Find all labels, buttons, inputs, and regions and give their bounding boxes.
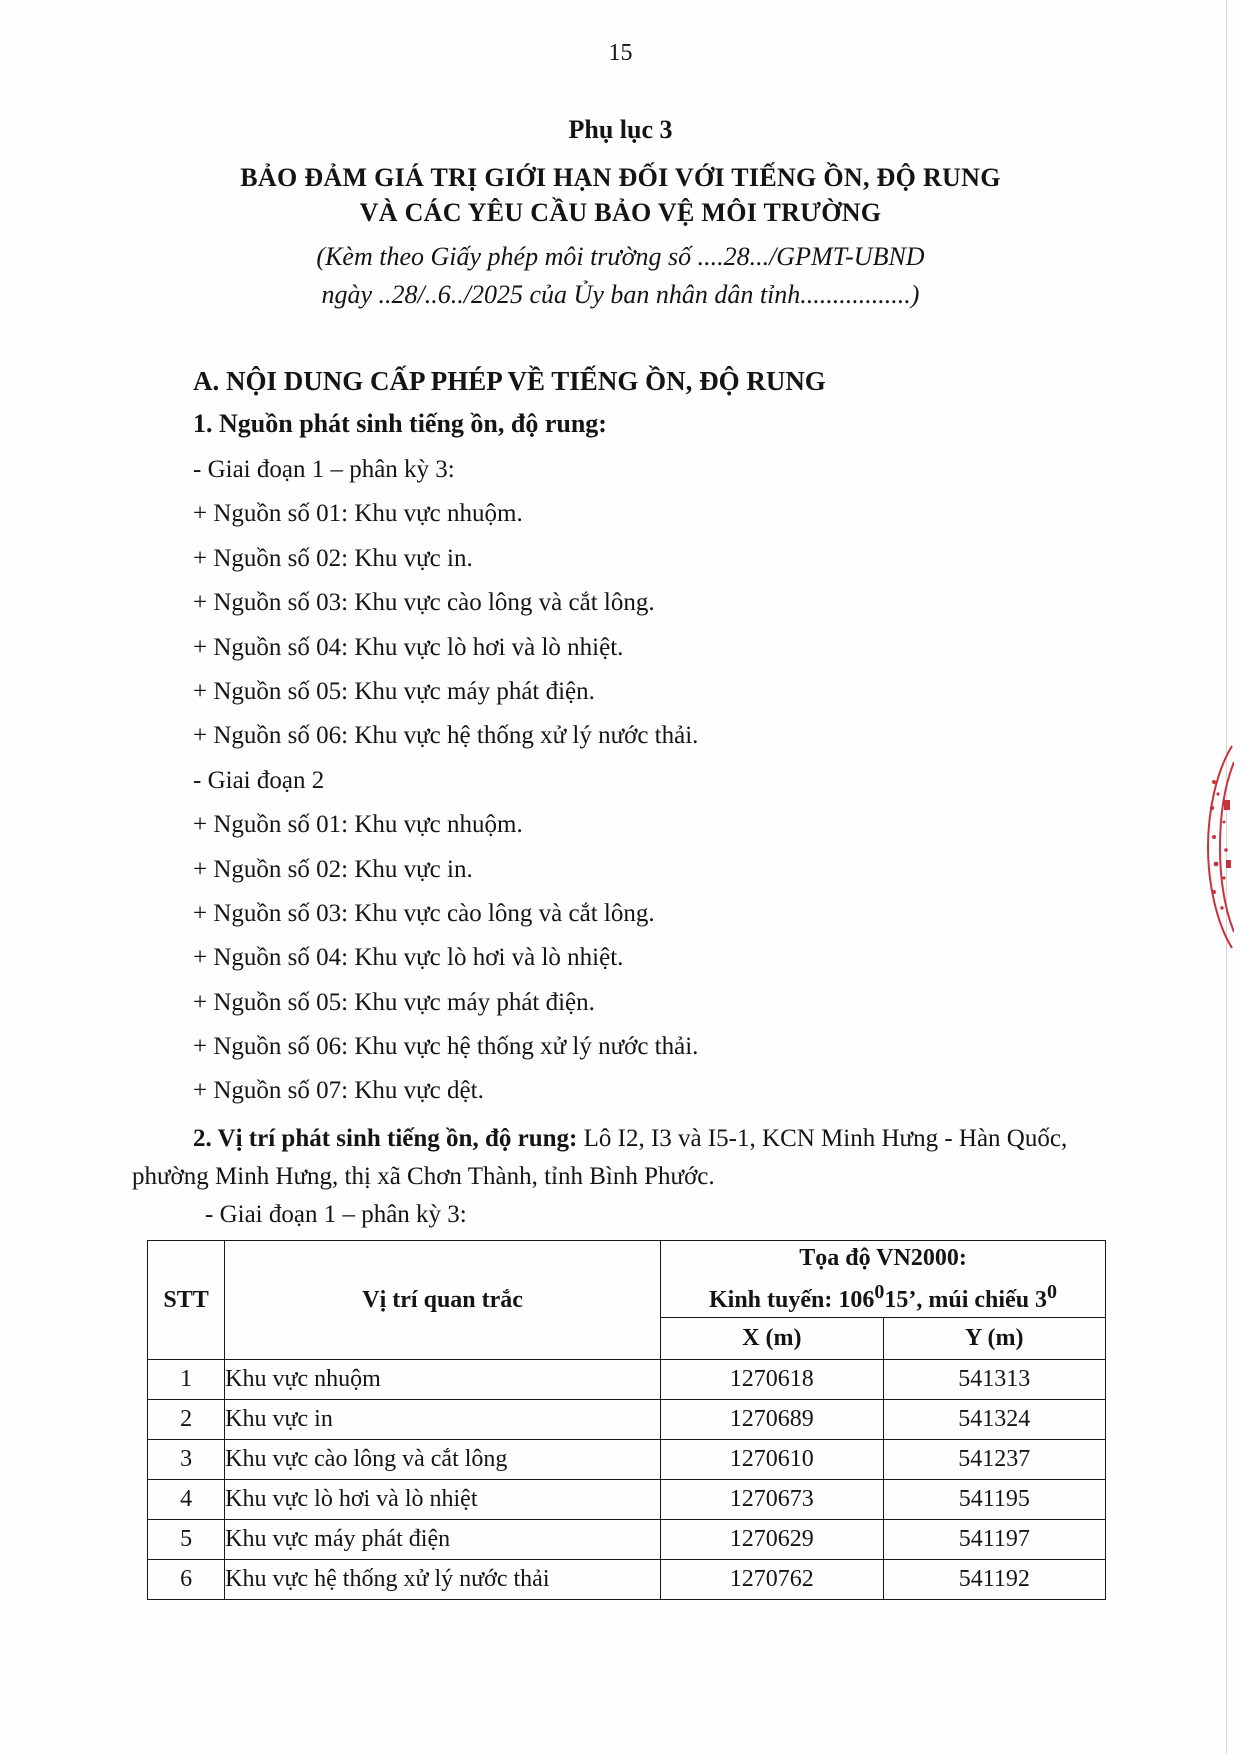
cell-y: 541192 — [883, 1560, 1105, 1600]
list-item: + Nguồn số 07: Khu vực dệt. — [193, 1077, 484, 1105]
table-phase-label: - Giai đoạn 1 – phân kỳ 3: — [205, 1201, 467, 1228]
cell-x: 1270629 — [661, 1520, 883, 1560]
list-item: + Nguồn số 02: Khu vực in. — [193, 855, 473, 883]
list-item: + Nguồn số 06: Khu vực hệ thống xử lý nước thải. — [193, 722, 699, 750]
header-coord-sup-2: 0 — [1047, 1281, 1058, 1303]
section-1-heading: 1. Nguồn phát sinh tiếng ồn, độ rung: — [193, 409, 607, 438]
list-item: + Nguồn số 01: Khu vực nhuộm. — [193, 500, 523, 528]
cell-stt: 5 — [148, 1520, 225, 1560]
title-line-1: BẢO ĐẢM GIÁ TRỊ GIỚI HẠN ĐỐI VỚI TIẾNG ỒN, ĐỘ RUNG — [240, 163, 1001, 192]
cell-x: 1270618 — [661, 1360, 883, 1400]
header-coord-line-1: Tọa độ VN2000: — [799, 1245, 967, 1271]
list-item: + Nguồn số 05: Khu vực máy phát điện. — [193, 677, 595, 705]
section-2-paragraph — [132, 1120, 1117, 1196]
cell-location: Khu vực hệ thống xử lý nước thải — [225, 1560, 661, 1600]
cell-stt: 2 — [148, 1400, 225, 1440]
header-coord-line-2 — [661, 1275, 1105, 1317]
list-item: + Nguồn số 02: Khu vực in. — [193, 544, 473, 572]
section-2-heading: 2. Vị trí phát sinh tiếng ồn, độ rung: — [193, 1125, 578, 1152]
section-a-heading: A. NỘI DUNG CẤP PHÉP VỀ TIẾNG ỒN, ĐỘ RUNG — [193, 366, 826, 396]
header-stt: STT — [148, 1241, 225, 1360]
list-item: + Nguồn số 04: Khu vực lò hơi và lò nhiệt. — [193, 633, 624, 661]
list-item: + Nguồn số 05: Khu vực máy phát điện. — [193, 988, 595, 1016]
table-row — [148, 1480, 1106, 1520]
table-row — [148, 1400, 1106, 1440]
cell-location: Khu vực cào lông và cắt lông — [225, 1440, 661, 1480]
cell-x: 1270689 — [661, 1400, 883, 1440]
coordinates-table — [147, 1240, 1106, 1600]
list-item: + Nguồn số 03: Khu vực cào lông và cắt lông. — [193, 589, 655, 617]
cell-y: 541237 — [883, 1440, 1105, 1480]
header-y: Y (m) — [883, 1318, 1105, 1360]
page-number: 15 — [608, 40, 633, 66]
cell-y: 541197 — [883, 1520, 1105, 1560]
list-item: + Nguồn số 04: Khu vực lò hơi và lò nhiệt. — [193, 944, 624, 972]
cell-location: Khu vực nhuộm — [225, 1360, 661, 1400]
list-item: + Nguồn số 06: Khu vực hệ thống xử lý nước thải. — [193, 1033, 699, 1061]
cell-location: Khu vực máy phát điện — [225, 1520, 661, 1560]
table-row — [148, 1560, 1106, 1600]
seal-stamp-fragment — [1194, 742, 1234, 952]
cell-y: 541195 — [883, 1480, 1105, 1520]
cell-stt: 6 — [148, 1560, 225, 1600]
table-row — [148, 1520, 1106, 1560]
table-row — [148, 1440, 1106, 1480]
cell-x: 1270762 — [661, 1560, 883, 1600]
cell-stt: 4 — [148, 1480, 225, 1520]
list-item: - Giai đoạn 1 – phân kỳ 3: — [193, 456, 455, 483]
noise-sources-list — [193, 455, 698, 1121]
header-x: X (m) — [661, 1318, 883, 1360]
header-coord-sup-1: 0 — [874, 1281, 885, 1303]
appendix-label: Phụ lục 3 — [568, 115, 673, 144]
subtitle-line-1: (Kèm theo Giấy phép môi trường số ....28.../GPMT-UBND — [316, 242, 925, 271]
cell-stt: 1 — [148, 1360, 225, 1400]
header-coord-text-a: Kinh tuyến: 106 — [709, 1287, 875, 1313]
subtitle-line-2: ngày ..28/..6../2025 của Ủy ban nhân dân tỉnh.................) — [321, 280, 920, 309]
header-coord-text-b: 15’, múi chiếu 3 — [884, 1287, 1048, 1313]
list-item: + Nguồn số 01: Khu vực nhuộm. — [193, 811, 523, 839]
list-item: + Nguồn số 03: Khu vực cào lông và cắt lông. — [193, 899, 655, 927]
cell-x: 1270673 — [661, 1480, 883, 1520]
section-2-text: Lô I2, I3 và I5-1, KCN Minh Hưng - Hàn Quốc, phường Minh Hưng, thị xã Chơn Thành, tỉnh Bình Phước. — [132, 1125, 1068, 1190]
cell-location: Khu vực in — [225, 1400, 661, 1440]
document-title — [0, 160, 1241, 230]
cell-location: Khu vực lò hơi và lò nhiệt — [225, 1480, 661, 1520]
header-location: Vị trí quan trắc — [225, 1241, 661, 1360]
cell-y: 541313 — [883, 1360, 1105, 1400]
document-subtitle — [0, 238, 1241, 314]
table-row — [148, 1360, 1106, 1400]
header-coordinates — [661, 1241, 1106, 1318]
cell-x: 1270610 — [661, 1440, 883, 1480]
cell-stt: 3 — [148, 1440, 225, 1480]
list-item: - Giai đoạn 2 — [193, 766, 325, 794]
cell-y: 541324 — [883, 1400, 1105, 1440]
title-line-2: VÀ CÁC YÊU CẦU BẢO VỆ MÔI TRƯỜNG — [359, 198, 882, 227]
